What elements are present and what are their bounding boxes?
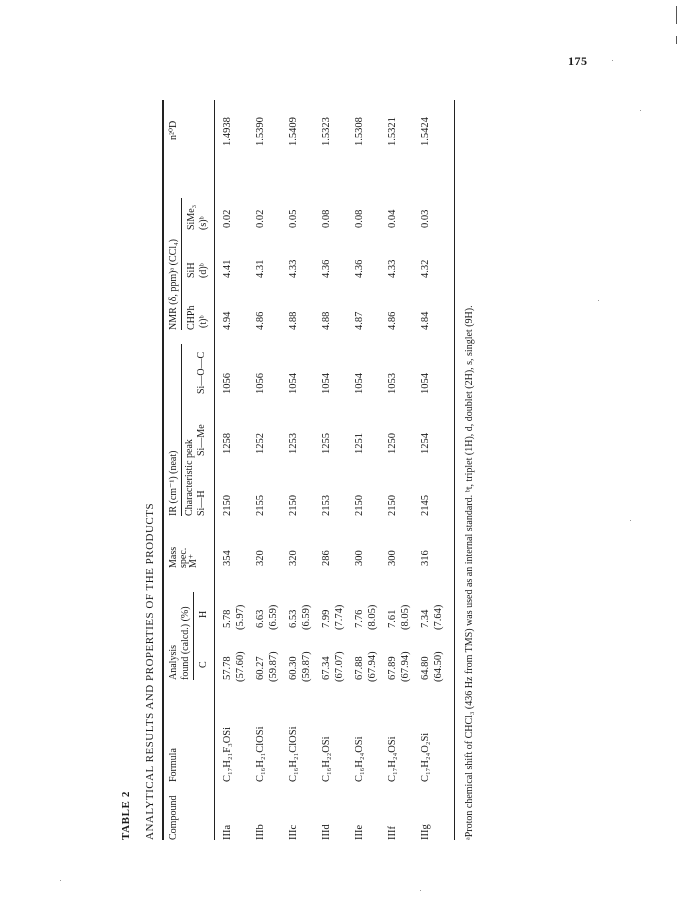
cell-sih: 4.36 (321, 259, 332, 278)
header-sime3-mult: (s)ᵇ (198, 216, 209, 230)
table-top-rule (162, 100, 164, 840)
nmr-rule (181, 198, 182, 330)
header-mass-m: M⁺ (188, 553, 199, 568)
scan-edge-mark (676, 6, 677, 24)
cell-compound: IIIa (222, 824, 233, 840)
cell-nd: 1.5308 (354, 117, 365, 146)
cell-h-found: 7.99 (321, 609, 332, 628)
cell-si-o-c: 1054 (354, 373, 365, 394)
scan-speck (420, 890, 421, 891)
cell-si-me: 1254 (420, 433, 431, 454)
cell-formula: C₁₆H₂₁ClOSi (288, 726, 299, 782)
header-chph-mult: (t)ᵇ (198, 315, 209, 328)
cell-nd: 1.4938 (222, 117, 233, 146)
scan-edge-mark (676, 36, 677, 44)
header-si-o-c: Si—O—C (196, 351, 207, 394)
cell-mass: 300 (387, 550, 398, 566)
cell-compound: IIIg (420, 824, 431, 840)
cell-si-me: 1252 (255, 433, 266, 454)
scan-speck (60, 880, 61, 881)
cell-mass: 320 (288, 550, 299, 566)
header-analysis: Analysis (168, 645, 179, 680)
header-nmr: NMR (δ, ppm)ᵃ (CCl₄) (168, 239, 179, 330)
cell-c-calcd: (59.87) (301, 651, 312, 682)
cell-h-found: 7.61 (387, 609, 398, 628)
cell-c-found: 60.30 (288, 656, 299, 680)
table-caption: TABLE 2 (120, 791, 132, 840)
cell-c-calcd: (67.94) (400, 651, 411, 682)
cell-si-h: 2150 (387, 495, 398, 516)
cell-si-h: 2155 (255, 495, 266, 516)
cell-si-h: 2150 (354, 495, 365, 516)
cell-chph: 4.86 (255, 311, 266, 330)
cell-h-found: 5.78 (222, 609, 233, 628)
table-bottom-rule (454, 100, 455, 840)
cell-mass: 316 (420, 550, 431, 566)
cell-chph: 4.88 (288, 311, 299, 330)
cell-h-calcd: (7.64) (433, 604, 444, 630)
cell-sime3: 0.02 (222, 209, 233, 228)
cell-sih: 4.31 (255, 259, 266, 278)
header-chph: CHPh (186, 305, 197, 330)
cell-mass: 354 (222, 550, 233, 566)
cell-nd: 1.5424 (420, 117, 431, 146)
analysis-rule (193, 592, 194, 680)
cell-compound: IIIb (255, 824, 266, 840)
cell-c-calcd: (59.87) (268, 651, 279, 682)
cell-sime3: 0.04 (387, 209, 398, 228)
cell-sih: 4.33 (288, 259, 299, 278)
cell-sih: 4.32 (420, 259, 431, 278)
cell-chph: 4.94 (222, 311, 233, 330)
cell-si-me: 1258 (222, 433, 233, 454)
cell-h-calcd: (8.05) (367, 604, 378, 630)
cell-c-found: 64.80 (420, 656, 431, 680)
cell-formula: C₁₇H₂₁F₃OSi (222, 726, 233, 782)
header-sime3: SiMe₃ (186, 204, 197, 230)
cell-si-h: 2150 (288, 495, 299, 516)
header-mass-spec: spec. (178, 547, 189, 568)
cell-sih: 4.33 (387, 259, 398, 278)
header-mass: Mass (168, 546, 179, 568)
cell-sih: 4.36 (354, 259, 365, 278)
cell-si-me: 1255 (321, 433, 332, 454)
cell-nd: 1.5323 (321, 117, 332, 146)
cell-si-o-c: 1054 (288, 373, 299, 394)
cell-mass: 320 (255, 550, 266, 566)
cell-h-calcd: (8.05) (400, 604, 411, 630)
cell-h-found: 6.53 (288, 609, 299, 628)
cell-h-found: 7.76 (354, 609, 365, 628)
header-analysis-sub: found (calcd.) (%) (180, 606, 191, 680)
cell-c-found: 67.88 (354, 656, 365, 680)
cell-c-calcd: (64.50) (433, 651, 444, 682)
cell-nd: 1.5321 (387, 117, 398, 146)
cell-c-calcd: (67.07) (334, 651, 345, 682)
cell-chph: 4.87 (354, 311, 365, 330)
cell-c-calcd: (57.60) (235, 651, 246, 682)
header-refractive-index: n²⁰D (168, 120, 179, 140)
cell-nd: 1.5390 (255, 117, 266, 146)
cell-h-calcd: (5.97) (235, 604, 246, 630)
cell-mass: 286 (321, 550, 332, 566)
cell-c-found: 60.27 (255, 656, 266, 680)
cell-c-found: 67.34 (321, 656, 332, 680)
cell-sime3: 0.05 (288, 209, 299, 228)
cell-si-o-c: 1054 (420, 373, 431, 394)
page-number: 175 (568, 54, 588, 68)
cell-nd: 1.5409 (288, 117, 299, 146)
cell-c-found: 67.89 (387, 656, 398, 680)
rotated-table-block (120, 100, 590, 840)
cell-sime3: 0.02 (255, 209, 266, 228)
cell-formula: C₁₆H₂₂OSi (321, 736, 332, 782)
header-h: H (198, 610, 209, 618)
cell-si-o-c: 1056 (255, 373, 266, 394)
cell-c-found: 57.78 (222, 656, 233, 680)
cell-formula: C₁₆H₂₁ClOSi (255, 726, 266, 782)
cell-si-me: 1250 (387, 433, 398, 454)
header-si-h: Si—H (196, 490, 207, 516)
cell-si-o-c: 1053 (387, 373, 398, 394)
cell-h-found: 6.63 (255, 609, 266, 628)
ir-rule (181, 344, 182, 516)
cell-h-found: 7.34 (420, 609, 431, 628)
scan-speck (598, 300, 599, 301)
cell-si-h: 2150 (222, 495, 233, 516)
cell-h-calcd: (6.59) (301, 604, 312, 630)
cell-chph: 4.86 (387, 311, 398, 330)
header-compound: Compound (168, 795, 179, 840)
scan-speck (612, 60, 613, 61)
cell-si-o-c: 1056 (222, 373, 233, 394)
header-sih: SiH (186, 262, 197, 278)
header-sih-mult: (d)ᵇ (198, 263, 209, 278)
header-ir-char: Characteristic peak (184, 439, 195, 516)
cell-compound: IIIe (354, 824, 365, 840)
table-title: ANALYTICAL RESULTS AND PROPERTIES OF THE PRODUCTS (144, 502, 156, 840)
cell-h-calcd: (7.74) (334, 604, 345, 630)
scan-speck (640, 110, 641, 111)
cell-compound: IIId (321, 824, 332, 840)
header-bottom-rule (214, 100, 215, 840)
scan-speck (630, 520, 631, 521)
header-ir: IR (cm⁻¹) (neat) (168, 450, 179, 516)
cell-c-calcd: (67.94) (367, 651, 378, 682)
cell-si-h: 2153 (321, 495, 332, 516)
cell-si-me: 1253 (288, 433, 299, 454)
cell-si-h: 2145 (420, 495, 431, 516)
table-footnote: ᵃProton chemical shift of CHCl₃ (436 Hz from TMS) was used as an internal standard. ᵇt, triplet (1H), d, doublet (2H), s, singlet (9H). (464, 305, 475, 840)
cell-compound: IIIf (387, 826, 398, 840)
cell-sime3: 0.08 (354, 209, 365, 228)
cell-sime3: 0.03 (420, 209, 431, 228)
cell-si-o-c: 1054 (321, 373, 332, 394)
cell-formula: C₁₇H₂₄OSi (387, 736, 398, 782)
header-c: C (198, 661, 209, 668)
cell-sih: 4.41 (222, 259, 233, 278)
cell-mass: 300 (354, 550, 365, 566)
cell-chph: 4.88 (321, 311, 332, 330)
cell-sime3: 0.08 (321, 209, 332, 228)
cell-formula: C₁₆H₂₄OSi (354, 736, 365, 782)
cell-formula: C₁₇H₂₄O₂Si (420, 732, 431, 782)
cell-chph: 4.84 (420, 311, 431, 330)
header-si-me: Si—Me (196, 424, 207, 456)
cell-h-calcd: (6.59) (268, 604, 279, 630)
cell-si-me: 1251 (354, 433, 365, 454)
header-formula: Formula (168, 748, 179, 782)
cell-compound: IIIc (288, 824, 299, 840)
